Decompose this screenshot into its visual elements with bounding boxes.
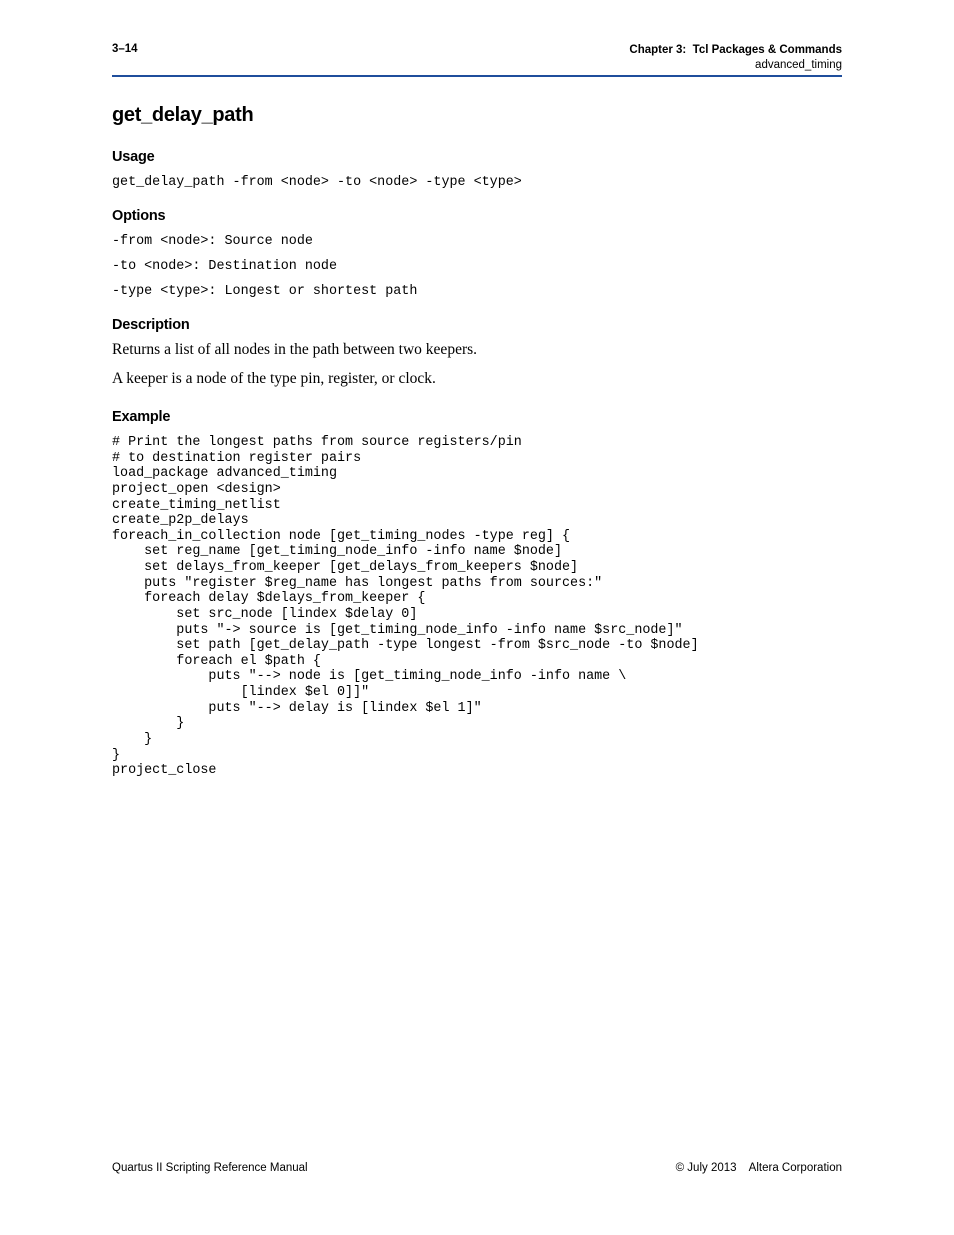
options-heading: Options (112, 208, 166, 224)
chapter-title: Chapter 3: Tcl Packages & Commands (629, 44, 842, 56)
example-code-block: # Print the longest paths from source registers/pin # to destination register pairs load_package advanced_timing project_open <design> create_timing_netlist create_p2p_delays foreach_in_collection node [get_timing_nodes -type reg] { set reg_name [get_timing_node_info -info name $node] set delays_from_keeper [get_delays_from_keepers $node] puts "register $reg_name has longest paths from sources:" foreach delay $delays_from_keeper { set src_node [lindex $delay 0] puts "-> source is [get_timing_node_info -info name $src_node]" set path [get_delay_path -type longest -from $src_node -to $node] foreach el $path { puts "--> node is [get_timing_node_info -info name \ [lindex $el 0]]" puts "--> delay is [lindex $el 1]" } } } project_close (112, 435, 699, 779)
page-number: 3–14 (112, 43, 138, 55)
page-title: get_delay_path (112, 104, 254, 126)
description-heading: Description (112, 317, 190, 333)
footer-copyright: © July 2013 Altera Corporation (675, 1162, 842, 1174)
footer-manual-title: Quartus II Scripting Reference Manual (112, 1162, 308, 1174)
description-paragraph: A keeper is a node of the type pin, register, or clock. (112, 370, 436, 387)
usage-heading: Usage (112, 149, 155, 165)
description-paragraph: Returns a list of all nodes in the path between two keepers. (112, 341, 478, 358)
running-header (629, 43, 842, 73)
section-name: advanced_timing (755, 59, 842, 71)
example-heading: Example (112, 409, 171, 425)
option-from: -from <node>: Source node (112, 234, 313, 249)
usage-syntax: get_delay_path -from <node> -to <node> -type <type> (112, 175, 522, 190)
header-rule (112, 75, 842, 77)
option-to: -to <node>: Destination node (112, 259, 337, 274)
option-type: -type <type>: Longest or shortest path (112, 284, 418, 299)
